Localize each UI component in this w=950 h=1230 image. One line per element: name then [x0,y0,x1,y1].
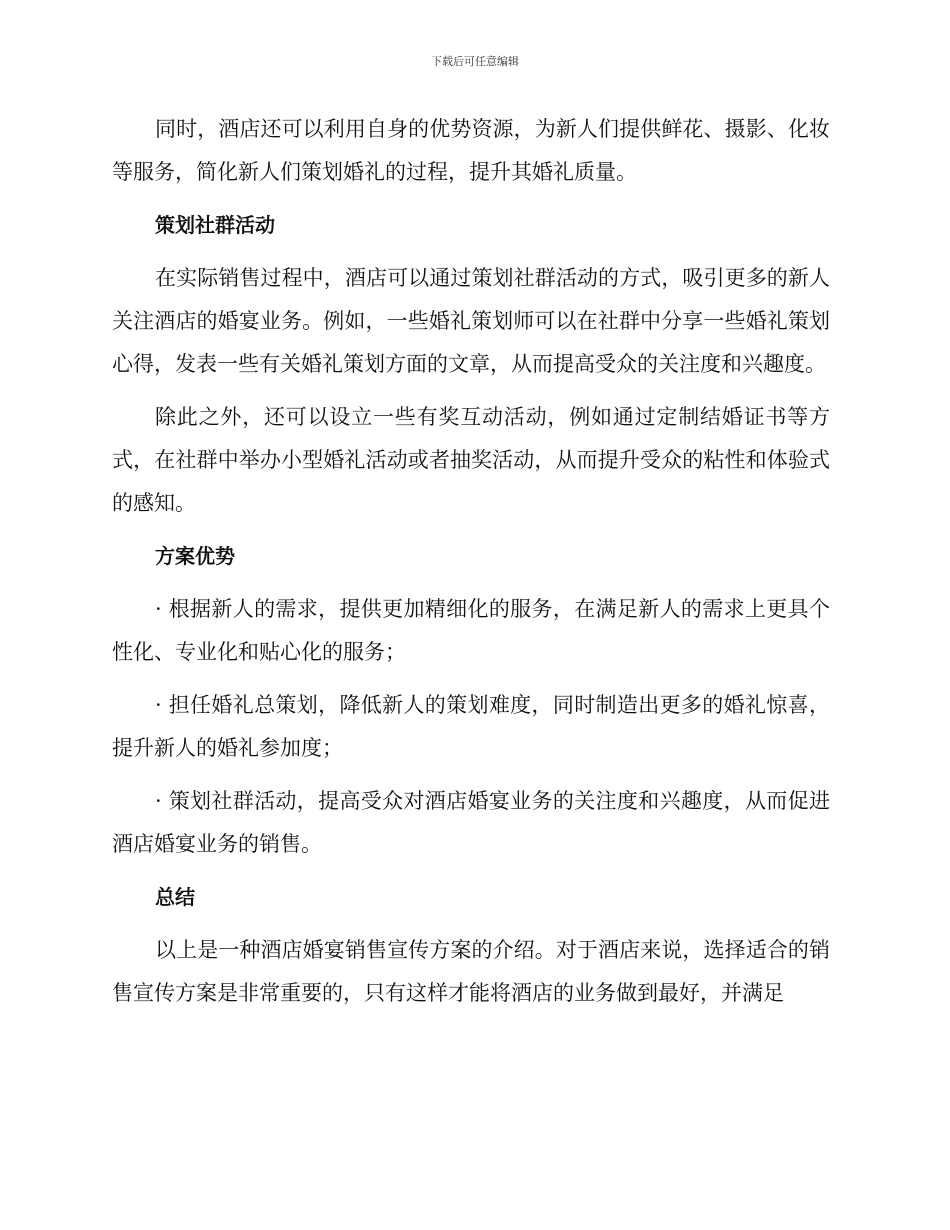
paragraph-summary: 以上是一种酒店婚宴销售宣传方案的介绍。对于酒店来说，选择适合的销售宣传方案是非常重要的，只有这样才能将酒店的业务做到最好，并满足 [112,938,830,1005]
section-heading-advantages: 方案优势 [155,544,235,568]
section-heading-summary: 总结 [155,885,195,909]
section-heading-community: 策划社群活动 [155,213,275,237]
bullet-item-community: · 策划社群活动，提高受众对酒店婚宴业务的关注度和兴趣度，从而促进酒店婚宴业务的销售。 [112,789,830,856]
bullet-item-planning: · 担任婚礼总策划，降低新人的策划难度，同时制造出更多的婚礼惊喜，提升新人的婚礼参加度； [112,693,830,760]
document-body [112,108,830,1015]
bullet-item-personalized: · 根据新人的需求，提供更加精细化的服务，在满足新人的需求上更具个性化、专业化和贴心化的服务； [112,597,830,664]
paragraph-community-activities: 在实际销售过程中，酒店可以通过策划社群活动的方式，吸引更多的新人关注酒店的婚宴业务。例如，一些婚礼策划师可以在社群中分享一些婚礼策划心得，发表一些有关婚礼策划方面的文章，从而提高受众的关注度和兴趣度。 [112,266,830,376]
page-header: 下载后可任意编辑 [431,55,519,68]
paragraph-services: 同时，酒店还可以利用自身的优势资源，为新人们提供鲜花、摄影、化妆等服务，简化新人们策划婚礼的过程，提升其婚礼质量。 [112,117,830,184]
paragraph-reward-activities: 除此之外，还可以设立一些有奖互动活动，例如通过定制结婚证书等方式，在社群中举办小型婚礼活动或者抽奖活动，从而提升受众的粘性和体验式的感知。 [112,405,830,515]
